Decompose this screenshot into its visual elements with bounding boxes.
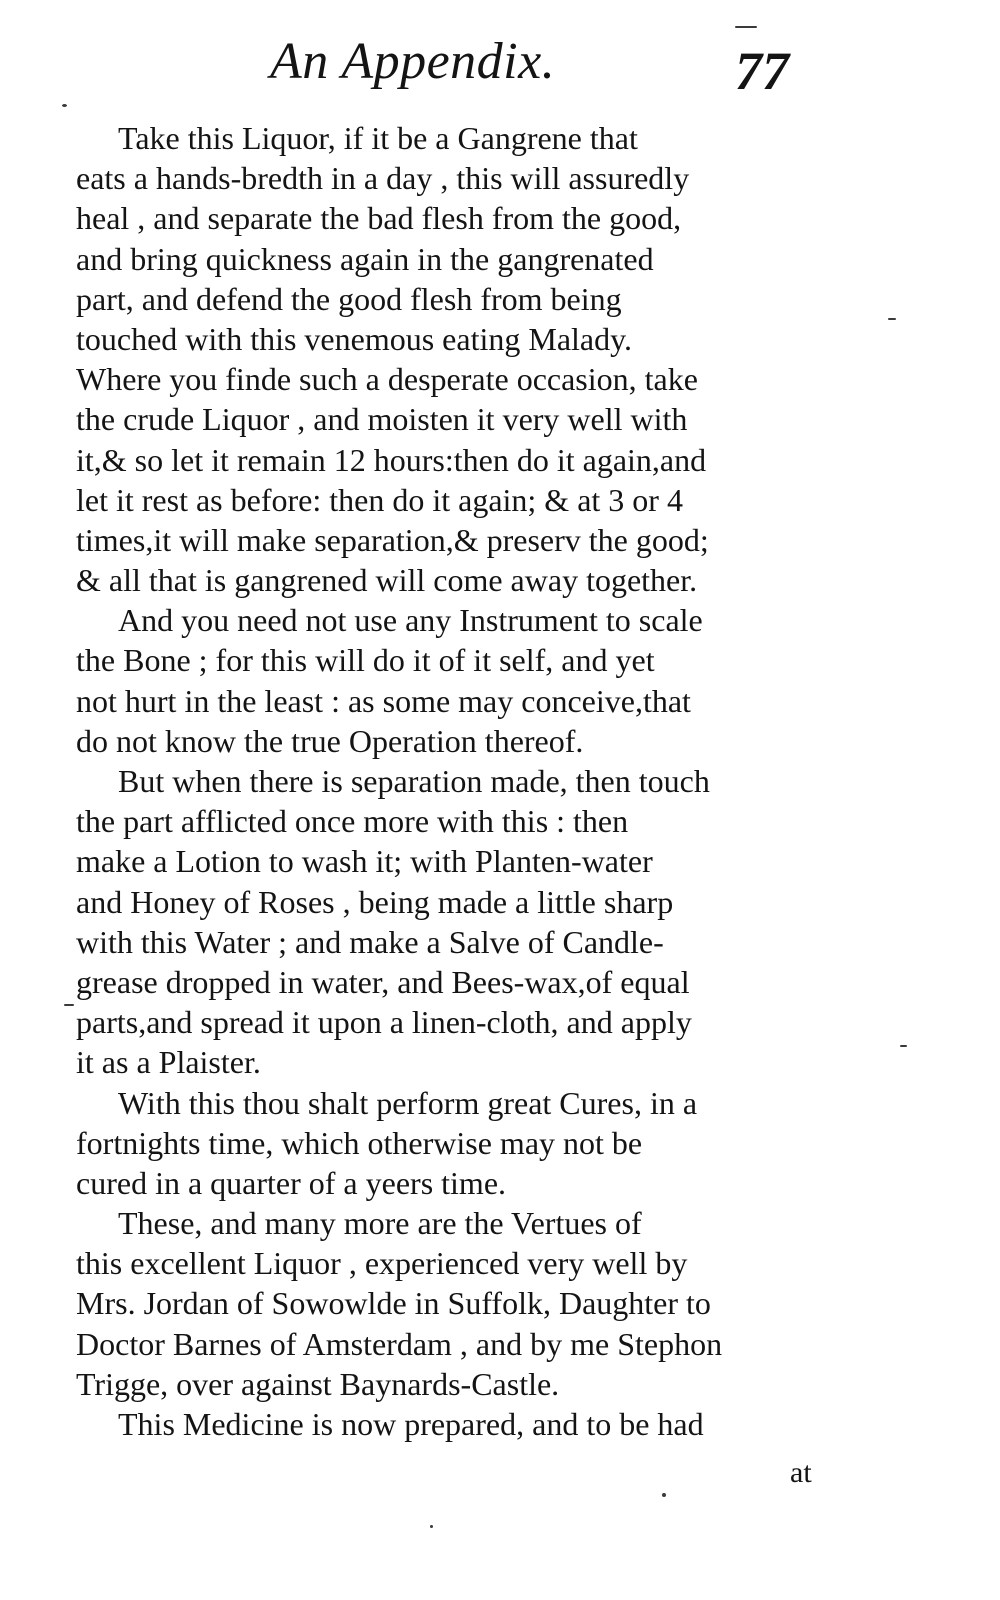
scan-speck: [735, 26, 757, 28]
catchword: at: [790, 1456, 812, 1489]
text-line: But when there is separation made, then touch: [118, 763, 710, 799]
text-line: Take this Liquor, if it be a Gangrene that: [118, 120, 638, 156]
text-line: heal , and separate the bad flesh from the good,: [76, 200, 682, 237]
text-line: Doctor Barnes of Amsterdam , and by me Stephon: [76, 1325, 723, 1362]
text-line: times,it will make separation,& preserv the good;: [76, 521, 709, 558]
text-line: part, and defend the good flesh from being: [76, 280, 622, 317]
text-line: fortnights time, which otherwise may not be: [76, 1124, 643, 1161]
text-line: the Bone ; for this will do it of it self, and yet: [76, 642, 655, 679]
text-line: With this thou shalt perform great Cures, in a: [118, 1084, 698, 1121]
text-line: & all that is gangrened will come away together.: [76, 562, 698, 599]
running-head: An Appendix.: [270, 33, 556, 90]
text-line: with this Water ; and make a Salve of Candle-: [76, 923, 664, 960]
text-line: These, and many more are the Vertues of: [118, 1205, 642, 1242]
text-line: touched with this venemous eating Malady.: [76, 320, 633, 357]
text-line: and Honey of Roses , being made a little sharp: [76, 883, 674, 920]
scan-speck: [64, 1004, 74, 1006]
text-line: make a Lotion to wash it; with Planten-water: [76, 843, 653, 880]
text-line: grease dropped in water, and Bees-wax,of equal: [76, 963, 690, 1000]
text-line: the crude Liquor , and moisten it very well with: [76, 401, 688, 438]
text-line: this excellent Liquor , experienced very well by: [76, 1245, 688, 1282]
text-line: not hurt in the least : as some may conceive,that: [76, 682, 691, 719]
text-line: do not know the true Operation thereof.: [76, 722, 584, 759]
scan-speck: [430, 1525, 433, 1528]
scan-speck: [900, 1045, 907, 1047]
text-line: let it rest as before: then do it again; & at 3 or 4: [76, 481, 683, 518]
text-line: it as a Plaister.: [76, 1044, 261, 1081]
scan-speck: [662, 1493, 666, 1497]
text-line: and bring quickness again in the gangrenated: [76, 240, 654, 277]
text-line: Where you finde such a desperate occasion, take: [76, 361, 698, 398]
text-line: eats a hands-bredth in a day , this will assuredly: [76, 160, 690, 197]
text-line: cured in a quarter of a yeers time.: [76, 1164, 507, 1201]
text-line: it,& so let it remain 12 hours:then do it again,and: [76, 441, 707, 478]
text-line: the part afflicted once more with this : then: [76, 803, 629, 840]
text-line: This Medicine is now prepared, and to be had: [118, 1406, 704, 1442]
text-line: And you need not use any Instrument to scale: [118, 602, 703, 639]
scan-speck: [888, 318, 896, 320]
text-line: Mrs. Jordan of Sowowlde in Suffolk, Daughter to: [76, 1285, 711, 1322]
scan-speck: [62, 104, 67, 107]
text-line: Trigge, over against Baynards-Castle.: [76, 1365, 560, 1402]
text-line: parts,and spread it upon a linen-cloth, and apply: [76, 1004, 692, 1041]
body-text: [76, 118, 816, 1444]
page-number: 77: [735, 41, 789, 101]
